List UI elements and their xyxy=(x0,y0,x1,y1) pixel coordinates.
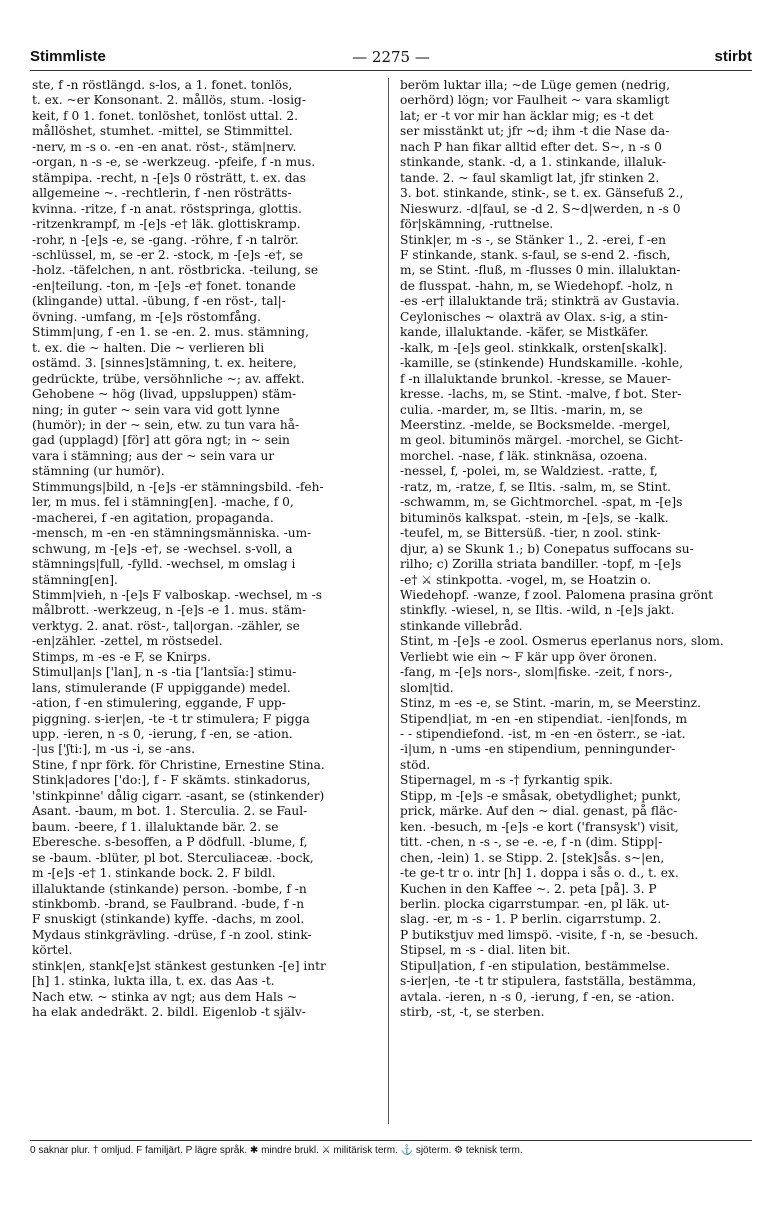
dictionary-line: -macherei, f -en agitation, propaganda. xyxy=(32,510,274,525)
dictionary-line: F stinkande, stank. s-faul, se s-end 2. -fisch, xyxy=(400,247,671,262)
dictionary-line: -en|teilung. -ton, m -[e]s -e† fonet. tonande xyxy=(32,278,296,293)
dictionary-line: -mensch, m -en -en stämningsmänniska. -um- xyxy=(32,526,312,541)
dictionary-line: 'stinkpinne' dålig cigarr. -asant, se (stinkender) xyxy=(32,788,325,803)
dictionary-line: lat; er -t vor mir han äcklar mig; es -t det xyxy=(400,108,654,123)
dictionary-line: piggning. s-ier|en, -te -t tr stimulera; F pigga xyxy=(32,711,310,726)
page-header xyxy=(30,44,752,71)
dictionary-line: Eberesche. s-besoffen, a P dödfull. -blume, f, xyxy=(32,835,308,850)
dictionary-line: -schlüssel, m, se -er 2. -stock, m -[e]s -e†, se xyxy=(32,247,303,262)
dictionary-line: -en|zähler. -zettel, m röstsedel. xyxy=(32,634,223,649)
dictionary-line: stöd. xyxy=(400,757,431,772)
dictionary-line: Stipernagel, m -s -† fyrkantig spik. xyxy=(400,773,613,788)
dictionary-line: stämpipa. -recht, n -[e]s 0 rösträtt, t. ex. das xyxy=(32,170,307,185)
abbreviation-legend: 0 saknar plur. † omljud. F familjärt. P lägre språk. ✱ mindre brukl. ⚔ militärisk term. ⚓ sjöterm. ⚙ teknisk term. xyxy=(30,1140,752,1156)
dictionary-line: ler, m mus. fel i stämning[en]. -mache, f 0, xyxy=(32,495,294,510)
dictionary-line: -|us ['ʃti:], m -us -i, se -ans. xyxy=(32,742,196,757)
dictionary-line: Stipul|ation, f -en stipulation, bestämmelse. xyxy=(400,958,670,973)
dictionary-line: m, se Stint. -fluß, m -flusses 0 min. illaluktan- xyxy=(400,263,681,278)
dictionary-line: de flusspat. -hahn, m, se Wiedehopf. -holz, n xyxy=(400,278,673,293)
dictionary-line: kvinna. -ritze, f -n anat. röstspringa, glottis. xyxy=(32,201,302,216)
dictionary-line: stinkande, stank. -d, a 1. stinkande, illaluk- xyxy=(400,155,667,170)
header-first-entry: Stimmliste xyxy=(30,48,106,65)
dictionary-page xyxy=(30,44,752,1204)
dictionary-line: Stimul|an|s ['lan], n -s -tia ['lantsĭa:] stimu- xyxy=(32,665,297,680)
dictionary-line: Stimm|ung, f -en 1. se -en. 2. mus. stämning, xyxy=(32,325,309,340)
dictionary-line: (humör); in der ~ sein, etw. zu tun vara hå- xyxy=(32,417,300,432)
dictionary-line: -organ, n -s -e, se -werkzeug. -pfeife, f -n mus. xyxy=(32,155,316,170)
dictionary-line: t. ex. die ~ halten. Die ~ verlieren bli xyxy=(32,340,265,355)
dictionary-line: -es -er† illaluktande trä; stinkträ av Gustavia. xyxy=(400,294,680,309)
dictionary-line: 3. bot. stinkande, stink-, se t. ex. Gänsefuß 2., xyxy=(400,186,684,201)
dictionary-line: gedrückte, trübe, versöhnliche ~; av. affekt. xyxy=(32,371,305,386)
dictionary-line: Stink|er, m -s -, se Stänker 1., 2. -erei, f -en xyxy=(400,232,666,247)
dictionary-line: Stimps, m -es -e F, se Knirps. xyxy=(32,649,211,664)
dictionary-line: Gehobene ~ hög (livad, uppsluppen) stäm- xyxy=(32,387,297,402)
dictionary-line: f -n illaluktande brunkol. -kresse, se Mauer- xyxy=(400,371,672,386)
dictionary-line: prick, märke. Auf den ~ dial. genast, på fläc- xyxy=(400,804,678,819)
dictionary-line: morchel. -nase, f läk. stinknäsa, ozoena. xyxy=(400,448,648,463)
dictionary-line: Nieswurz. -d|faul, se -d 2. S~d|werden, n -s 0 xyxy=(400,201,681,216)
dictionary-line: -kamille, se (stinkende) Hundskamille. -kohle, xyxy=(400,356,683,371)
dictionary-line: nach P han fikar alltid efter det. S~, n -s 0 xyxy=(400,139,662,154)
dictionary-line: -ratz, m, -ratze, f, se Iltis. -salm, m, se Stint. xyxy=(400,479,671,494)
dictionary-line: för|skämning, -ruttnelse. xyxy=(400,217,554,232)
columns xyxy=(30,78,752,1128)
dictionary-line: stämning[en]. xyxy=(32,572,118,587)
dictionary-line: vara i stämning; aus der ~ sein vara ur xyxy=(32,448,275,463)
dictionary-line: körtel. xyxy=(32,943,73,958)
dictionary-line: Stimmungs|bild, n -[e]s -er stämningsbild. -feh- xyxy=(32,479,324,494)
dictionary-line: upp. -ieren, n -s 0, -ierung, f -en, se -ation. xyxy=(32,727,293,742)
dictionary-line: m geol. bituminös märgel. -morchel, se Gicht- xyxy=(400,433,683,448)
dictionary-line: övning. -umfang, m -[e]s röstomfång. xyxy=(32,309,261,324)
dictionary-line: ken. -besuch, m -[e]s -e kort ('fransysk') visit, xyxy=(400,819,679,834)
dictionary-line: ste, f -n röstlängd. s-los, a 1. fonet. tonlös, xyxy=(32,78,293,92)
dictionary-line: allgemeine ~. -rechtlerin, f -nen rösträtts- xyxy=(32,186,292,201)
dictionary-line: Stipsel, m -s - dial. liten bit. xyxy=(400,943,571,958)
dictionary-line: Asant. -baum, m bot. 1. Sterculia. 2. se Faul- xyxy=(32,804,308,819)
dictionary-line: Nach etw. ~ stinka av ngt; aus dem Hals ~ xyxy=(32,989,298,1004)
dictionary-line: -nerv, m -s o. -en -en anat. röst-, stäm|nerv. xyxy=(32,139,297,154)
dictionary-line: Verliebt wie ein ~ F kär upp över öronen. xyxy=(400,649,658,664)
dictionary-line: stinkande villebråd. xyxy=(400,618,523,633)
dictionary-line: -i|um, n -ums -en stipendium, penningunder- xyxy=(400,742,676,757)
dictionary-line: stinkbomb. -brand, se Faulbrand. -bude, f -n xyxy=(32,897,305,912)
dictionary-line: schwung, m -[e]s -e†, se -wechsel. s-voll, a xyxy=(32,541,293,556)
dictionary-line: -rohr, n -[e]s -e, se -gang. -röhre, f -n talrör. xyxy=(32,232,299,247)
dictionary-line: stirb, -st, -t, se sterben. xyxy=(400,1005,545,1020)
dictionary-line: s-ier|en, -te -t tr stipulera, fastställa, bestämma, xyxy=(400,974,697,989)
dictionary-line: stämning (ur humör). xyxy=(32,464,165,479)
dictionary-line: P butikstjuv med limspö. -visite, f -n, se -besuch. xyxy=(400,927,699,942)
dictionary-line: keit, f 0 1. fonet. tonlöshet, tonlöst uttal. 2. xyxy=(32,108,299,123)
dictionary-line: -kalk, m -[e]s geol. stinkkalk, orsten[skalk]. xyxy=(400,340,668,355)
dictionary-line: m -[e]s -e† 1. stinkande bock. 2. F bildl. xyxy=(32,866,276,881)
dictionary-line: Stipp, m -[e]s -e småsak, obetydlighet; punkt, xyxy=(400,788,681,803)
dictionary-line: -nessel, f, -polei, m, se Waldziest. -ratte, f, xyxy=(400,464,658,479)
dictionary-line: ser misstänkt ut; jfr ~d; ihm -t die Nase da- xyxy=(400,124,670,139)
page-number: — 2275 — xyxy=(352,48,430,66)
dictionary-line: Ceylonisches ~ olaxträ av Olax. s-ig, a stin- xyxy=(400,309,668,324)
dictionary-line: rilho; c) Zorilla striata bandiller. -topf, m -[e]s xyxy=(400,557,682,572)
dictionary-line: slom|tid. xyxy=(400,680,454,695)
left-column xyxy=(32,78,376,1128)
dictionary-line: berlin. plocka cigarrstumpar. -en, pl läk. ut- xyxy=(400,897,670,912)
dictionary-line: Stimm|vieh, n -[e]s F valboskap. -wechsel, m -s xyxy=(32,587,322,602)
dictionary-line: stinkfly. -wiesel, n, se Iltis. -wild, n -[e]s jakt. xyxy=(400,603,675,618)
header-last-entry: stirbt xyxy=(714,48,752,65)
dictionary-line: -fang, m -[e]s nors-, slom|fiske. -zeit, f nors-, xyxy=(400,665,673,680)
dictionary-line: bituminös kalkspat. -stein, m -[e]s, se -kalk. xyxy=(400,510,669,525)
dictionary-line: gad (upplagd) [för] att göra ngt; in ~ sein xyxy=(32,433,290,448)
dictionary-line: beröm luktar illa; ~de Lüge gemen (nedrig, xyxy=(400,78,670,92)
dictionary-line: Stink|adores ['do:], f - F skämts. stinkadorus, xyxy=(32,773,311,788)
dictionary-line: tande. 2. ~ faul skamligt lat, jfr stinken 2. xyxy=(400,170,660,185)
dictionary-line: Stinz, m -es -e, se Stint. -marin, m, se Meerstinz. xyxy=(400,696,701,711)
dictionary-line: Stint, m -[e]s -e zool. Osmerus eperlanus nors, slom. xyxy=(400,634,724,649)
dictionary-line: kresse. -lachs, m, se Stint. -malve, f bot. Ster- xyxy=(400,387,682,402)
dictionary-line: titt. -chen, n -s -, se -e. -e, f -n (dim. Stipp|- xyxy=(400,835,663,850)
dictionary-line: baum. -beere, f 1. illaluktande bär. 2. se xyxy=(32,819,279,834)
dictionary-line: se -baum. -blüter, pl bot. Sterculiaceæ. -bock, xyxy=(32,850,314,865)
dictionary-line: Kuchen in den Kaffee ~. 2. peta [på]. 3. P xyxy=(400,881,657,896)
dictionary-line: illaluktande (stinkande) person. -bombe, f -n xyxy=(32,881,307,896)
dictionary-line: Stine, f npr förk. för Christine, Ernestine Stina. xyxy=(32,757,325,772)
dictionary-line: mållöshet, stumhet. -mittel, se Stimmittel. xyxy=(32,124,293,139)
dictionary-line: Stipend|iat, m -en -en stipendiat. -ien|fonds, m xyxy=(400,711,688,726)
dictionary-line: stämnings|full, -fylld. -wechsel, m omslag i xyxy=(32,557,296,572)
dictionary-line: ostämd. 3. [sinnes]stämning, t. ex. heitere, xyxy=(32,356,297,371)
dictionary-line: -e† ⚔ stinkpotta. -vogel, m, se Hoatzin o. xyxy=(400,572,652,587)
dictionary-line: -te ge-t tr o. intr [h] 1. doppa i sås o. d., t. ex. xyxy=(400,866,679,881)
dictionary-line: -teufel, m, se Bittersüß. -tier, n zool. stink- xyxy=(400,526,661,541)
dictionary-line: - - stipendiefond. -ist, m -en -en österr., se -iat. xyxy=(400,727,686,742)
dictionary-line: kande, illaluktande. -käfer, se Mistkäfer. xyxy=(400,325,649,340)
dictionary-line: målbrott. -werkzeug, n -[e]s -e 1. mus. stäm- xyxy=(32,603,307,618)
dictionary-line: verktyg. 2. anat. röst-, tal|organ. -zähler, se xyxy=(32,618,300,633)
dictionary-line: -ation, f -en stimulering, eggande, F upp- xyxy=(32,696,286,711)
dictionary-line: t. ex. ~er Konsonant. 2. mållös, stum. -losig- xyxy=(32,93,306,108)
dictionary-line: -ritzenkrampf, m -[e]s -e† läk. glottiskramp. xyxy=(32,217,301,232)
dictionary-line: ning; in guter ~ sein vara vid gott lynne xyxy=(32,402,280,417)
dictionary-line: chen, -lein) 1. se Stipp. 2. [stek]sås. s~|en, xyxy=(400,850,665,865)
dictionary-line: -holz. -täfelchen, n ant. röstbricka. -teilung, se xyxy=(32,263,319,278)
dictionary-line: Wiedehopf. -wanze, f zool. Palomena prasina grönt xyxy=(400,587,714,602)
dictionary-line: (klingande) uttal. -übung, f -en röst-, tal|- xyxy=(32,294,286,309)
dictionary-line: stink|en, stank[e]st stänkest gestunken -[e] intr xyxy=(32,958,326,973)
dictionary-line: lans, stimulerande (F uppiggande) medel. xyxy=(32,680,291,695)
dictionary-line: ha elak andedräkt. 2. bildl. Eigenlob -t själv- xyxy=(32,1005,306,1020)
dictionary-line: avtala. -ieren, n -s 0, -ierung, f -en, se -ation. xyxy=(400,989,675,1004)
dictionary-line: [h] 1. stinka, lukta illa, t. ex. das Aas -t. xyxy=(32,974,275,989)
dictionary-line: slag. -er, m -s - 1. P berlin. cigarrstump. 2. xyxy=(400,912,662,927)
dictionary-line: -schwamm, m, se Gichtmorchel. -spat, m -[e]s xyxy=(400,495,683,510)
dictionary-line: Mydaus stinkgrävling. -drüse, f -n zool. stink- xyxy=(32,927,312,942)
dictionary-line: oerhörd) lögn; vor Faulheit ~ vara skamligt xyxy=(400,93,670,108)
dictionary-line: Meerstinz. -melde, se Bocksmelde. -mergel, xyxy=(400,417,671,432)
dictionary-line: F snuskigt (stinkande) kyffe. -dachs, m zool. xyxy=(32,912,305,927)
dictionary-line: djur, a) se Skunk 1.; b) Conepatus suffocans su- xyxy=(400,541,694,556)
dictionary-line: culia. -marder, m, se Iltis. -marin, m, se xyxy=(400,402,643,417)
right-column xyxy=(400,78,744,1128)
column-divider xyxy=(388,78,389,1124)
